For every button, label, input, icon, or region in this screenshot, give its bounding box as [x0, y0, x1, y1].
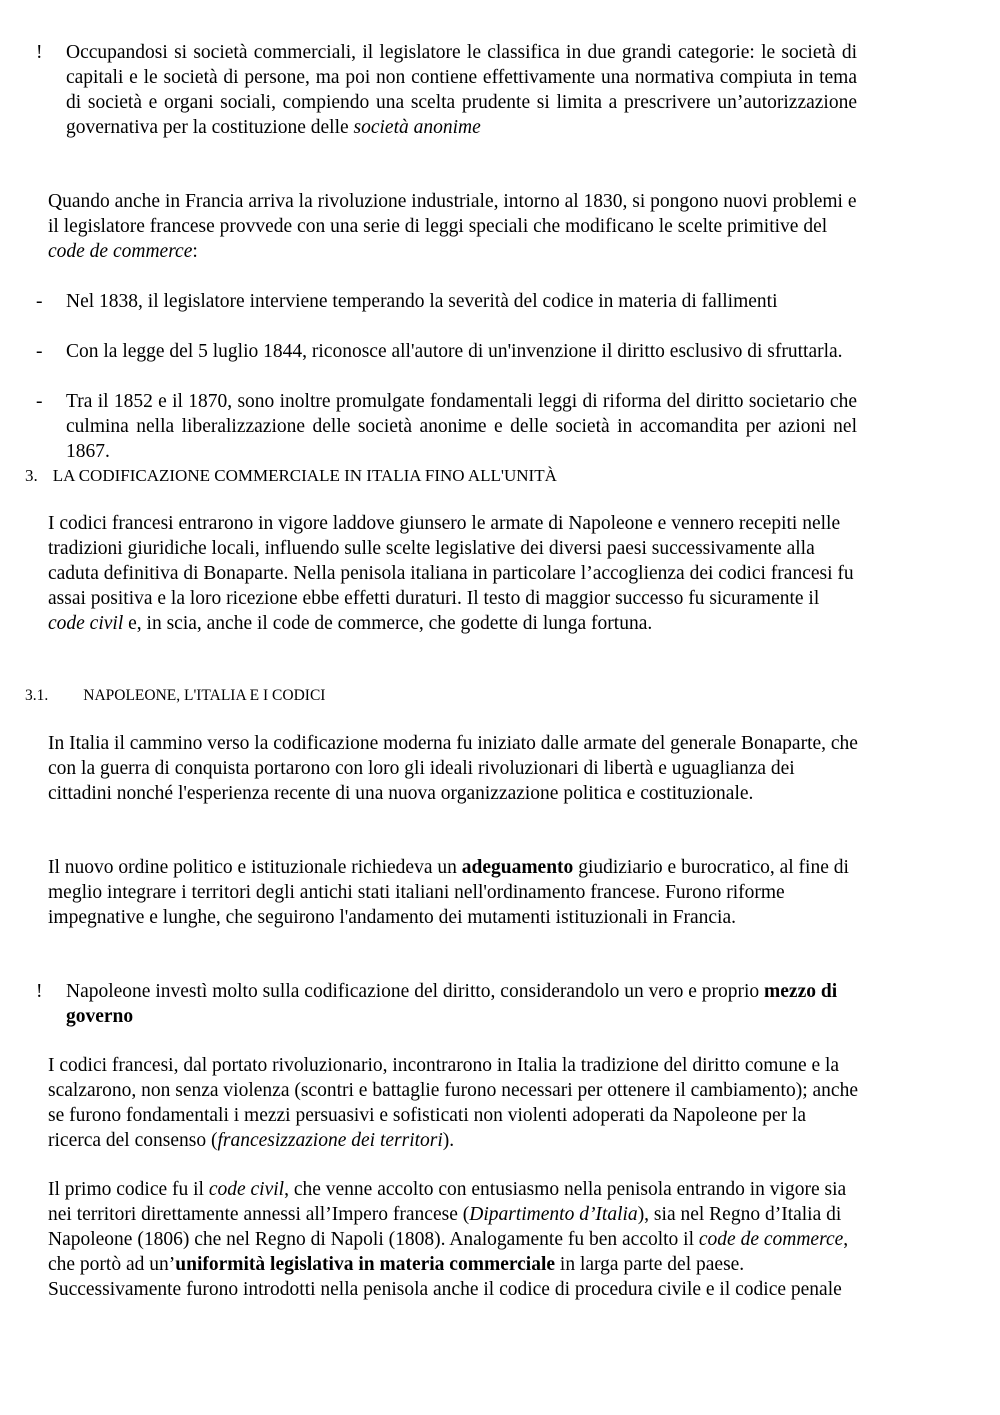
- list-item: Tra il 1852 e il 1870, sono inoltre promulgate fondamentali leggi di riforma del diritto societario che culmina nella liberalizzazione delle società anonime e delle società in accomandita per azioni nel 1867.: [66, 391, 857, 462]
- exclamation-bullet: !: [36, 42, 43, 63]
- text-run: Il primo codice fu il: [48, 1179, 209, 1200]
- paragraph: [48, 1177, 860, 1302]
- dash-bullet: -: [36, 291, 43, 312]
- note-paragraph: [66, 40, 857, 140]
- italic-text: code de commerce: [48, 241, 193, 262]
- text-run: ).: [442, 1130, 455, 1151]
- exclamation-bullet: !: [36, 981, 43, 1002]
- list-item: Con la legge del 5 luglio 1844, riconosce all'autore di un'invenzione il diritto esclusivo di sfruttarla.: [66, 341, 843, 362]
- section-number: 3.: [25, 466, 38, 485]
- bold-text: uniformità legislativa in materia commerciale: [175, 1254, 556, 1275]
- list-item: Nel 1838, il legislatore interviene temperando la severità del codice in materia di fallimenti: [66, 291, 778, 312]
- italic-text: code de commerce: [698, 1229, 844, 1250]
- text-run: Quando anche in Francia arriva la rivoluzione industriale, intorno al 1830, si pongono nuovi problemi e il legislatore francese provvede con una serie di leggi speciali che modificano le scelte primitive del: [48, 191, 857, 237]
- text-run: Il nuovo ordine politico e istituzionale richiedeva un: [48, 857, 462, 878]
- italic-text: code civil: [48, 613, 124, 634]
- subsection-title: NAPOLEONE, L'ITALIA E I CODICI: [83, 687, 326, 704]
- dash-bullet: -: [36, 391, 43, 412]
- text-run: in larga parte del paese. Successivamente furono introdotti nella penisola anche il codice di procedura civile e il codice penale: [48, 1254, 842, 1300]
- paragraph: [48, 511, 860, 636]
- dash-bullet: -: [36, 341, 43, 362]
- bold-text: adeguamento: [461, 857, 574, 878]
- text-run: I codici francesi, dal portato rivoluzionario, incontrarono in Italia la tradizione del diritto comune e la scalzarono, non senza violenza (scontri e battaglie furono necessari per ottenere il cambiamento); anche se furono fondamentali i mezzi persuasivi e sofisticati non violenti adoperati da Napoleone per la ricerca del consenso (: [48, 1055, 858, 1151]
- bold-text: mezzo di governo: [66, 981, 838, 1027]
- text-run: e, in scia, anche il code de commerce, che godette di lunga fortuna.: [123, 613, 653, 634]
- text-run: I codici francesi entrarono in vigore laddove giunsero le armate di Napoleone e vennero recepiti nelle tradizioni giuridiche locali, influendo sulle scelte legislative dei diversi paesi successivamente alla caduta definitiva di Bonaparte. Nella penisola italiana in particolare l’accoglienza dei codici francesi fu assai positiva e la loro ricezione ebbe effetti duraturi. Il testo di maggior successo fu sicuramente il: [48, 513, 854, 609]
- paragraph: [48, 855, 860, 930]
- note-paragraph: [66, 979, 866, 1029]
- italic-text: francesizzazione dei territori: [217, 1130, 443, 1151]
- italic-text: code civil: [208, 1179, 285, 1200]
- text-run: In Italia il cammino verso la codificazione moderna fu iniziato dalle armate del generale Bonaparte, che con la guerra di conquista portarono con loro gli ideali rivoluzionari di libertà e uguaglianza dei cittadini nonché l'esperienza recente di una nuova organizzazione politica e costituzionale.: [48, 733, 858, 804]
- subsection-heading: [25, 683, 925, 708]
- italic-text: società anonime: [353, 117, 481, 138]
- section-title: LA CODIFICAZIONE COMMERCIALE IN ITALIA FINO ALL'UNITÀ: [52, 466, 557, 485]
- paragraph: [48, 731, 860, 806]
- text-run: Napoleone investì molto sulla codificazione del diritto, considerandolo un vero e proprio: [66, 981, 765, 1002]
- text-run: , che venne accolto con entusiasmo nella penisola entrando in vigore sia nei territori direttamente annessi all’Impero francese (: [48, 1179, 847, 1225]
- text-run: :: [192, 241, 198, 262]
- text-run: Occupandosi si società commerciali, il legislatore le classifica in due grandi categorie: le società di capitali e le società di persone, ma poi non contiene effettivamente una normativa compiuta in tema di società e organi sociali, compiendo una scelta prudente si limita a prescrivere un’autorizzazione governativa per la costituzione delle: [66, 42, 857, 138]
- paragraph: [48, 1053, 860, 1153]
- italic-text: Dipartimento d’Italia: [469, 1204, 638, 1225]
- section-heading: [25, 463, 985, 488]
- subsection-number: 3.1.: [25, 687, 49, 704]
- text-run: giudiziario e burocratico, al fine di meglio integrare i territori degli antichi stati italiani nell'ordinamento francese. Furono riforme impegnative e lunghe, che seguirono l'andamento dei mutamenti istituzionali in Francia.: [48, 857, 849, 928]
- text-run: , che portò ad un’: [48, 1229, 849, 1275]
- paragraph: [48, 189, 860, 264]
- text-run: ), sia nel Regno d’Italia di Napoleone (1806) che nel Regno di Napoli (1808). Analogamente fu ben accolto il: [48, 1204, 842, 1250]
